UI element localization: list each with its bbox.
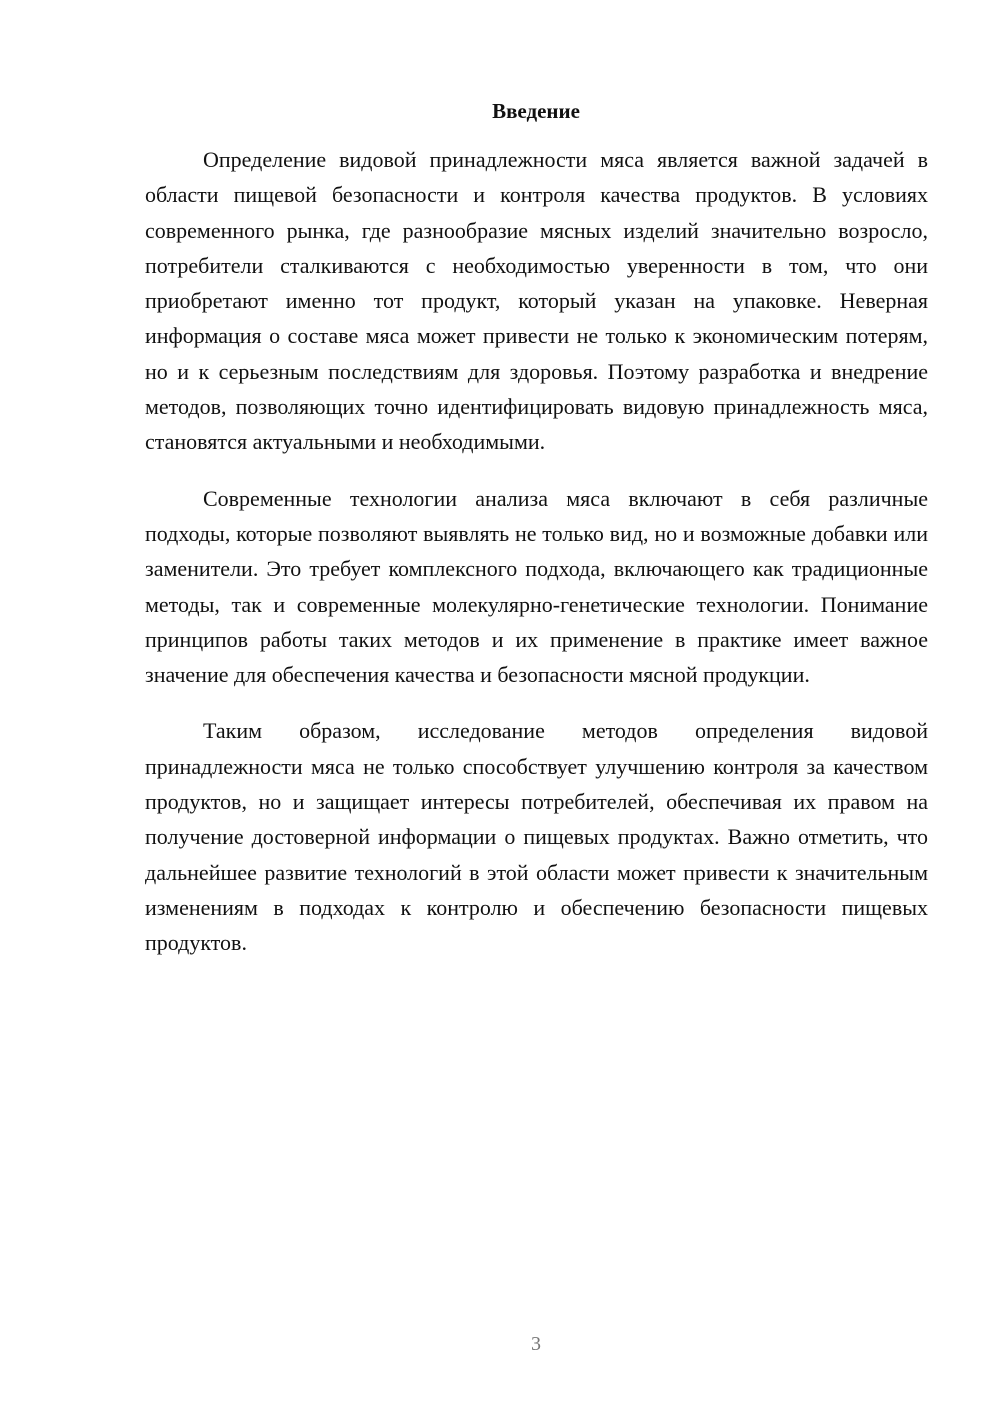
body-text — [145, 142, 928, 982]
paragraph-3: Таким образом, исследование методов определения видовой принадлежности мяса не только способствует улучшению контроля за качеством продуктов, но и защищает интересы потребителей, обеспечивая их правом на получение достоверной информации о пищевых продуктах. Важно отметить, что дальнейшее развитие технологий в этой области может привести к значительным изменениям в подходах к контролю и обеспечению безопасности пищевых продуктов. — [145, 718, 928, 956]
paragraph-2: Современные технологии анализа мяса включают в себя различные подходы, которые позволяют выявлять не только вид, но и возможные добавки или заменители. Это требует комплексного подхода, включающего как традиционные методы, так и современные молекулярно-генетические технологии. Понимание принципов работы таких методов и их применение в практике имеет важное значение для обеспечения качества и безопасности мясной продукции. — [145, 485, 928, 688]
section-heading: Введение — [492, 99, 580, 123]
paragraph-1: Определение видовой принадлежности мяса является важной задачей в области пищевой безопасности и контроля качества продуктов. В условиях современного рынка, где разнообразие мясных изделий значительно возросло, потребители сталкиваются с необходимостью уверенности в том, что они приобретают именно тот продукт, который указан на упаковке. Неверная информация о составе мяса может привести не только к экономическим потерям, но и к серьезным последствиям для здоровья. Поэтому разработка и внедрение методов, позволяющих точно идентифицировать видовую принадлежность мяса, становятся актуальными и необходимыми. — [145, 147, 928, 455]
page-number: 3 — [531, 1333, 541, 1355]
